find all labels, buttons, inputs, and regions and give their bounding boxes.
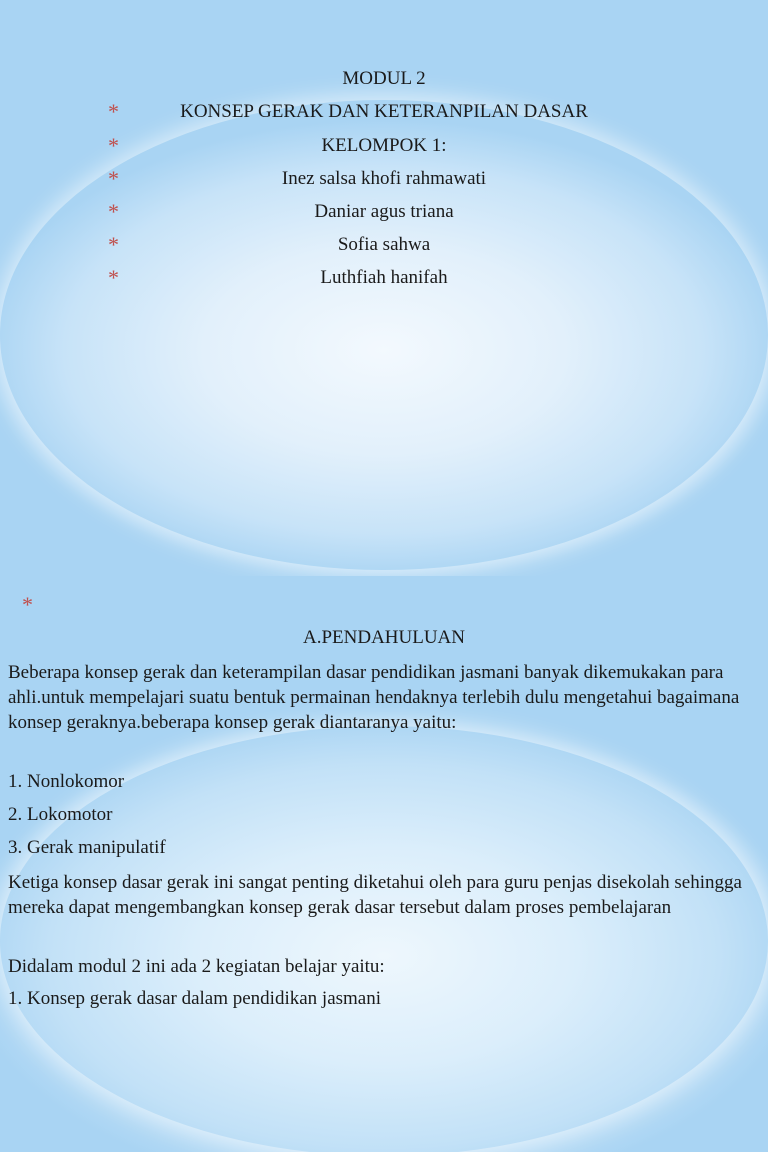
list-item: 3. Gerak manipulatif (8, 837, 166, 858)
list-item: 1. Konsep gerak dasar dalam pendidikan jasmani (8, 988, 382, 1009)
bullet-marker: * (108, 265, 119, 290)
body-paragraph: Didalam modul 2 ini ada 2 kegiatan belajar yaitu: (8, 956, 385, 977)
bullet-marker: * (22, 592, 33, 617)
slide-title: MODUL 2 (342, 68, 426, 89)
bullet-item: KONSEP GERAK DAN KETERANPILAN DASAR (180, 101, 588, 122)
bullet-marker: * (108, 232, 119, 257)
body-paragraph: Ketiga konsep dasar gerak ini sangat penting diketahui oleh para guru penjas disekolah sehingga mereka dapat mengembangkan konsep gerak dasar tersebut dalam proses pembelajaran (8, 872, 742, 918)
bullet-item: Inez salsa khofi rahmawati (281, 168, 487, 189)
bullet-marker: * (108, 166, 119, 191)
bullet-marker: * (108, 99, 119, 124)
list-item: 2. Lokomotor (8, 804, 113, 825)
bullet-item: KELOMPOK 1: (321, 135, 447, 156)
bullet-item: Luthfiah hanifah (320, 267, 448, 288)
bullet-marker: * (108, 133, 119, 158)
list-item: 1. Nonlokomor (8, 771, 125, 792)
bullet-marker: * (108, 199, 119, 224)
slide-2 (0, 576, 768, 1152)
bullet-item: Sofia sahwa (337, 234, 431, 255)
bullet-item: Daniar agus triana (314, 201, 454, 222)
section-heading: A.PENDAHULUAN (302, 627, 466, 648)
intro-paragraph: Beberapa konsep gerak dan keterampilan dasar pendidikan jasmani banyak dikemukakan para ahli.untuk mempelajari suatu bentuk permainan hendaknya terlebih dulu mengetahui bagaimana konsep geraknya.beberapa konsep gerak diantaranya yaitu: (8, 662, 740, 733)
